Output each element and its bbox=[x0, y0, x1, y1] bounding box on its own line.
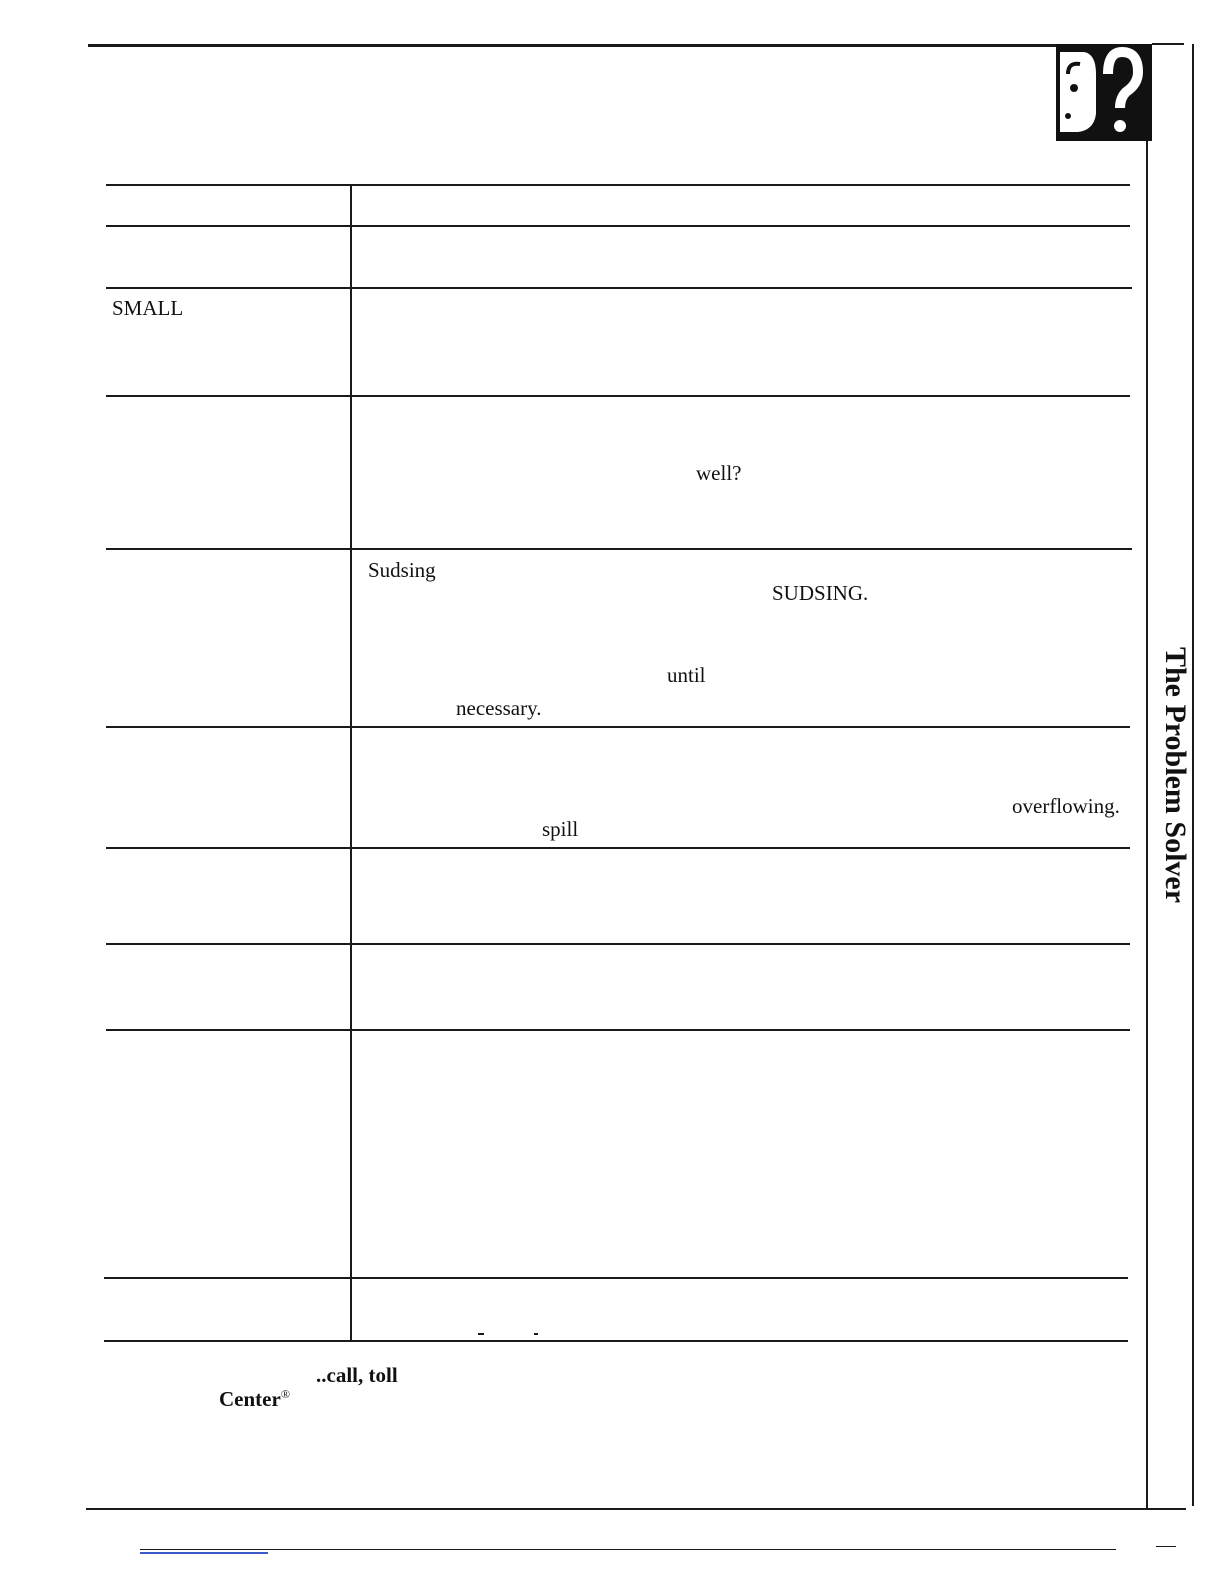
cell-text-sudsing-caps: SUDSING. bbox=[772, 581, 869, 605]
footer-center-text bbox=[219, 1388, 290, 1410]
cell-text-until: until bbox=[667, 663, 706, 687]
question-mark-icon bbox=[1056, 44, 1152, 141]
table-rule bbox=[106, 395, 1130, 397]
stray-mark bbox=[534, 1333, 538, 1335]
table-rule bbox=[106, 184, 1130, 186]
footer-call-text: ..call, toll bbox=[316, 1363, 398, 1387]
cell-text-necessary: necessary. bbox=[456, 696, 542, 720]
row-label-small: SMALL bbox=[112, 296, 184, 320]
table-rule bbox=[106, 726, 1130, 728]
logo-block bbox=[1056, 44, 1152, 141]
stray-mark bbox=[478, 1333, 484, 1335]
footer-dash bbox=[1156, 1546, 1176, 1547]
table-column-divider bbox=[350, 184, 352, 1342]
cell-text-well: well? bbox=[696, 461, 742, 485]
cell-text-spill: spill bbox=[542, 817, 579, 841]
table-rule bbox=[106, 548, 1132, 550]
footer-center-label: Center bbox=[219, 1387, 281, 1411]
cell-text-overflowing: overflowing. bbox=[1012, 794, 1120, 818]
right-border bbox=[1146, 141, 1148, 1509]
table-rule bbox=[106, 943, 1130, 945]
cell-text-sudsing: Sudsing bbox=[368, 558, 436, 582]
footer-rule bbox=[140, 1549, 1116, 1550]
top-rule bbox=[88, 44, 1056, 47]
table-rule bbox=[106, 847, 1130, 849]
table-rule bbox=[104, 1340, 1128, 1342]
table-rule bbox=[106, 1029, 1130, 1031]
table-rule bbox=[106, 225, 1130, 227]
table-rule bbox=[104, 1277, 1128, 1279]
footer-link-underline bbox=[140, 1552, 268, 1554]
table-rule bbox=[106, 287, 1132, 289]
registered-mark: ® bbox=[280, 1387, 290, 1401]
section-title: The Problem Solver bbox=[1159, 646, 1192, 904]
top-rule-right bbox=[1152, 43, 1184, 45]
bottom-rule bbox=[86, 1508, 1186, 1510]
